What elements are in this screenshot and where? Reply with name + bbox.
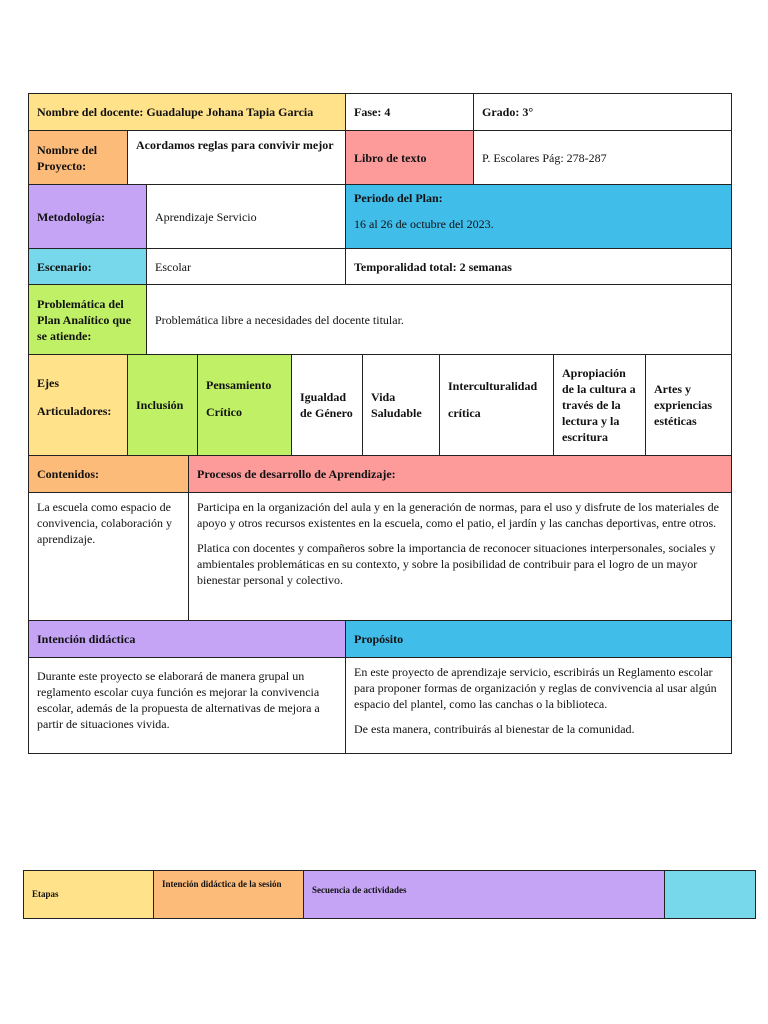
docente-text: Nombre del docente: Guadalupe Johana Tapia Garcia [37,105,314,119]
intencion-sesion-header [153,870,304,919]
libro-label [345,130,474,185]
proyecto-value [127,130,346,185]
proyecto-label-text: Nombre del Proyecto: [37,142,98,173]
temporalidad-text: Temporalidad total: 2 semanas [354,259,512,274]
proyecto-value-text: Acordamos reglas para convivir mejor [136,138,334,152]
contenido-text: La escuela como espacio de convivencia, colaboración y aprendizaje. [37,500,172,546]
metodologia-value [146,184,346,249]
procesos-text-cell [188,492,732,621]
eje-apropiacion-text: Apropiación de la cultura a través de la lectura y la escritura [562,366,636,444]
proposito-label [345,620,732,658]
temporalidad-cell [345,248,732,285]
escenario-label [28,248,147,285]
proposito-text-cell [345,657,732,754]
fase-text: Fase: 4 [354,105,391,119]
proposito-paragraph-2: De esta manera, contribuirás al bienestar de la comunidad. [354,722,635,736]
proposito-paragraph-1: En este proyecto de aprendizaje servicio, escribirás un Reglamento escolar para proponer formas de organización y reglas de convivencia al usar algún espacio del plantel, como las canchas o la biblioteca. [354,665,717,711]
problematica-value [146,284,732,355]
problematica-value-text: Problemática libre a necesidades del docente titular. [155,312,404,327]
libro-label-text: Libro de texto [354,150,427,165]
eje-vida-saludable [362,354,440,456]
libro-value [473,130,732,185]
periodo-value: 16 al 26 de octubre del 2023. [354,217,494,231]
intencion-text-cell [28,657,346,754]
ejes-label-line1: Ejes [37,376,59,390]
escenario-value-text: Escolar [155,259,191,274]
intencion-text: Durante este proyecto se elaborará de manera grupal un reglamento escolar cuya función es mejorar la convivencia escolar, además de la propuesta de alternativas de mejora a partir de situaciones vivida. [37,669,320,731]
libro-value-text: P. Escolares Pág: 278-287 [482,150,607,165]
procesos-paragraph-1: Participa en la organización del aula y en la generación de normas, para el uso y disfrute de los materiales de apoyo y otros recursos existentes en la escuela, como el patio, el jardín y las canchas deportivas, entre otros. [197,500,719,530]
eje-igualdad-text: Igualdad de Género [300,390,353,420]
eje-apropiacion-cultura [553,354,646,456]
metodologia-label [28,184,147,249]
eje-pensamiento-critico [197,354,292,456]
docente-label [28,93,346,131]
metodologia-value-text: Aprendizaje Servicio [155,209,257,224]
periodo-label: Periodo del Plan: [354,191,443,205]
eje-intercultural-line2: crítica [448,406,481,420]
eje-artes-text: Artes y expriencias estéticas [654,382,712,428]
contenidos-label [28,455,189,493]
contenido-text-cell [28,492,189,621]
eje-interculturalidad [439,354,554,456]
intencion-sesion-text: Intención didáctica de la sesión [162,879,282,889]
intencion-label [28,620,346,658]
procesos-label [188,455,732,493]
eje-pensamiento-line1: Pensamiento [206,378,272,392]
escenario-value [146,248,346,285]
grado-text: Grado: 3° [482,105,534,119]
extra-header-cell [664,870,756,919]
ejes-label [28,354,128,456]
proyecto-label [28,130,128,185]
metodologia-label-text: Metodología: [37,209,105,224]
secuencia-actividades-text: Secuencia de actividades [312,885,407,895]
eje-inclusion-text: Inclusión [136,398,184,412]
procesos-label-text: Procesos de desarrollo de Aprendizaje: [197,467,396,481]
eje-artes [645,354,732,456]
grado-cell [473,93,732,131]
proposito-label-text: Propósito [354,632,404,646]
etapas-text: Etapas [32,889,59,899]
eje-vida-text: Vida Saludable [371,390,422,420]
intencion-label-text: Intención didáctica [37,632,136,646]
etapas-header [23,870,154,919]
problematica-label [28,284,147,355]
fase-cell [345,93,474,131]
escenario-label-text: Escenario: [37,259,92,274]
procesos-paragraph-2: Platica con docentes y compañeros sobre la importancia de reconocer situaciones interpersonales, sociales y ambientales problemáticas en su contexto, y sobre la posibilidad de contribuir para el logro de un mayor bienestar personal y colectivo. [197,541,716,587]
contenidos-label-text: Contenidos: [37,467,100,481]
eje-inclusion [127,354,198,456]
periodo-cell [345,184,732,249]
eje-igualdad-genero [291,354,363,456]
eje-pensamiento-line2: Crítico [206,405,242,419]
eje-intercultural-line1: Interculturalidad [448,379,538,393]
ejes-label-line2: Articuladores: [37,404,112,418]
problematica-label-text: Problemática del Plan Analítico que se atiende: [37,296,132,343]
secuencia-actividades-header [303,870,665,919]
